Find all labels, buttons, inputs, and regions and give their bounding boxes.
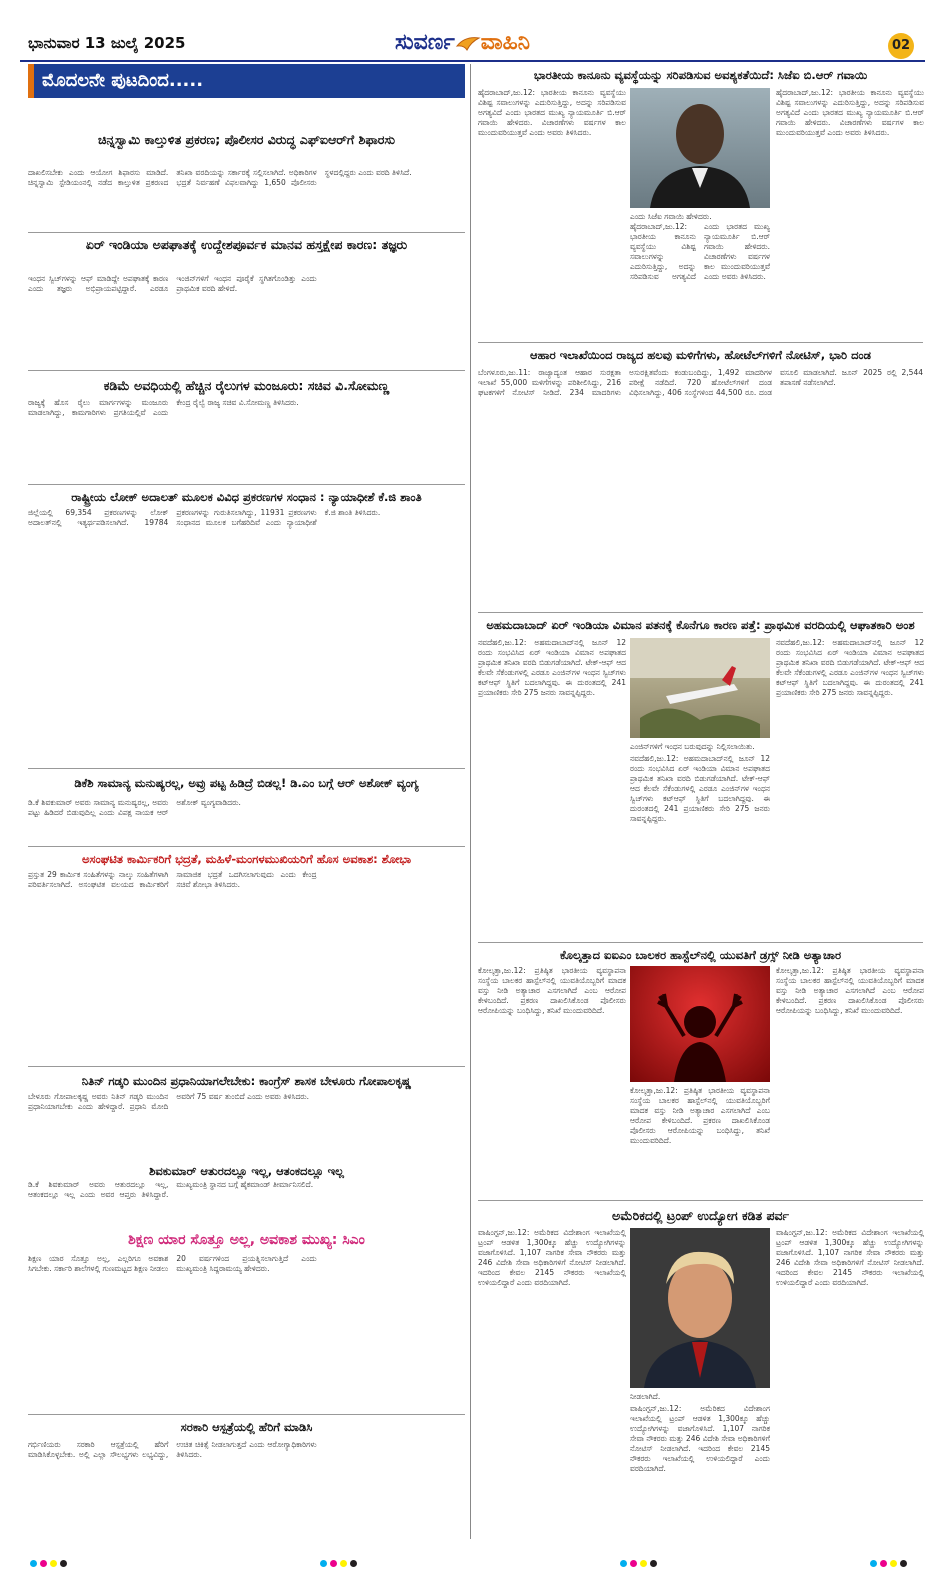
article-body: ಗರ್ಭಿಣಿಯರು ಸರಕಾರಿ ಆಸ್ಪತ್ರೆಯಲ್ಲಿ ಹೆರಿಗೆ ಮಾಡಿಸಿಕೊಳ್ಳಬೇಕು. ಅಲ್ಲಿ ಎಲ್ಲಾ ಸೌಲಭ್ಯಗಳು ಲಭ್ಯವಿದ್ದು, ಉಚಿತ ಚಿಕಿತ್ಸೆ ನೀಡಲಾಗುತ್ತದೆ ಎಂದು ಆರೋಗ್ಯಾಧಿಕಾರಿಗಳು ತಿಳಿಸಿದರು.: [28, 1440, 317, 1459]
article-divider: [478, 342, 923, 343]
article-body: ಬೇಳೂರು ಗೋಪಾಲಕೃಷ್ಣ ಅವರು ನಿತಿನ್ ಗಡ್ಕರಿ ಮುಂದಿನ ಪ್ರಧಾನಿಯಾಗಬೇಕು ಎಂದು ಹೇಳಿದ್ದಾರೆ. ಪ್ರಧಾನಿ ಮೋದಿ ಅವರಿಗೆ 75 ವರ್ಷ ತುಂಬಿದೆ ಎಂದು ಅವರು ತಿಳಿಸಿದರು.: [28, 1092, 310, 1111]
article-headline: ಡಿಕೆಶಿ ಸಾಮಾನ್ಯ ಮನುಷ್ಯರಲ್ಲ, ಅವ್ರು ಪಟ್ಟ ಹಿಡಿದ್ರೆ ಬಿಡಲ್ಲ! ಡಿ.ಎಂ ಬಗ್ಗೆ ಆರ್ ಅಶೋಕ್ ವ್ಯಂಗ್ಯ: [74, 776, 419, 790]
registration-marks-far-right: [870, 1552, 910, 1562]
photo-caption: ನೀಡಲಾಗಿದೆ.: [630, 1392, 661, 1401]
article-headline: ನಿತಿನ್ ಗಡ್ಕರಿ ಮುಂದಿನ ಪ್ರಧಾನಿಯಾಗಲೇಬೇಕು: ಕಾಂಗ್ರೆಸ್ ಶಾಸಕ ಬೇಳೂರು ಗೋಪಾಲಕೃಷ್ಣ: [81, 1074, 412, 1088]
newspaper-name-part2: ವಾಹಿನಿ: [480, 30, 531, 55]
article-headline: ಸರಕಾರಿ ಆಸ್ಪತ್ರೆಯಲ್ಲಿ ಹೆರಿಗೆ ಮಾಡಿಸಿ: [180, 1420, 313, 1434]
article-body: ನವದೆಹಲಿ,ಜು.12: ಅಹಮದಾಬಾದ್‌ನಲ್ಲಿ ಜೂನ್ 12 ರಂದು ಸಂಭವಿಸಿದ ಏರ್ ಇಂಡಿಯಾ ವಿಮಾನ ಅಪಘಾತದ ಪ್ರಾಥಮಿಕ ತನಿಖಾ ವರದಿ ಬಿಡುಗಡೆಯಾಗಿದೆ. ಟೇಕ್-ಆಫ್ ಆದ ಕೆಲವೇ ಸೆಕೆಂಡುಗಳಲ್ಲಿ ಎರಡೂ ಎಂಜಿನ್‌ಗಳ ಇಂಧನ ಸ್ವಿಚ್‌ಗಳು ಕಟ್‌ಆಫ್ ಸ್ಥಿತಿಗೆ ಬದಲಾಗಿದ್ದವು. ಈ ದುರಂತದಲ್ಲಿ 241 ಪ್ರಯಾಣಿಕರು ಸೇರಿ 275 ಜನರು ಸಾವನ್ನಪ್ಪಿದ್ದರು.: [478, 638, 626, 697]
article-divider: [478, 1200, 923, 1201]
article-body: ದಾಖಲಿಸಬೇಕು ಎಂದು ಆಯೋಗ ಶಿಫಾರಸು ಮಾಡಿದೆ. ಚಿನ್ನಸ್ವಾಮಿ ಸ್ಟೇಡಿಯಂನಲ್ಲಿ ನಡೆದ ಕಾಲ್ತುಳಿತ ಪ್ರಕರಣದ ತನಿಖಾ ವರದಿಯನ್ನು ಸರ್ಕಾರಕ್ಕೆ ಸಲ್ಲಿಸಲಾಗಿದೆ. ಅಧಿಕಾರಿಗಳ ಭದ್ರತೆ ನಿರ್ವಹಣೆ ವಿಫಲವಾಗಿದ್ದು 1,650 ಪೊಲೀಸರು ಸ್ಥಳದಲ್ಲಿದ್ದರು ಎಂದು ವರದಿ ತಿಳಿಸಿದೆ.: [28, 168, 412, 187]
trump-photo: [630, 1228, 770, 1388]
section-banner: ಮೊದಲನೇ ಪುಟದಿಂದ.....: [28, 64, 465, 98]
article-divider: [28, 846, 465, 847]
article-headline: ಭಾರತೀಯ ಕಾನೂನು ವ್ಯವಸ್ಥೆಯನ್ನು ಸರಿಪಡಿಸುವ ಅವಶ್ಯಕತೆಯಿದೆ: ಸಿಜೆಐ ಬಿ.ಆರ್ ಗವಾಯಿ: [533, 68, 868, 82]
column-divider: [470, 64, 471, 1539]
article-body: ವಾಷಿಂಗ್ಟನ್,ಜು.12: ಅಮೆರಿಕದ ವಿದೇಶಾಂಗ ಇಲಾಖೆಯಲ್ಲಿ ಟ್ರಂಪ್ ಆಡಳಿತ 1,300ಕ್ಕೂ ಹೆಚ್ಚು ಉದ್ಯೋಗಿಗಳನ್ನು ವಜಾಗೊಳಿಸಿದೆ. 1,107 ನಾಗರಿಕ ಸೇವಾ ನೌಕರರು ಮತ್ತು 246 ವಿದೇಶಿ ಸೇವಾ ಅಧಿಕಾರಿಗಳಿಗೆ ನೋಟಿಸ್ ನೀಡಲಾಗಿದೆ. ಇದರಿಂದ ಕೇವಲ 2145 ನೌಕರರು ಇಲಾಖೆಯಲ್ಲಿ ಉಳಿಯಲಿದ್ದಾರೆ ಎಂದು ವರದಿಯಾಗಿದೆ.: [478, 1228, 626, 1287]
article-body: ಜಿಲ್ಲೆಯಲ್ಲಿ 69,354 ಪ್ರಕರಣಗಳನ್ನು ಲೋಕ್ ಅದಾಲತ್‌ನಲ್ಲಿ ಇತ್ಯರ್ಥಪಡಿಸಲಾಗಿದೆ. 19784 ಪ್ರಕರಣಗಳನ್ನು ಗುರುತಿಸಲಾಗಿದ್ದು, 11931 ಪ್ರಕರಣಗಳು ಸಂಧಾನದ ಮೂಲಕ ಬಗೆಹರಿದಿವೆ ಎಂದು ನ್ಯಾಯಾಧೀಶೆ ಕೆ.ಜಿ ಶಾಂತಿ ತಿಳಿಸಿದರು.: [28, 508, 381, 527]
article-headline: ಕಡಿಮೆ ಅವಧಿಯಲ್ಲಿ ಹೆಚ್ಚಿನ ರೈಲುಗಳ ಮಂಜೂರು: ಸಚಿವ ವಿ.ಸೋಮಣ್ಣ: [103, 378, 390, 393]
article-body: ಪ್ರಸ್ತುತ 29 ಕಾರ್ಮಿಕ ಸಂಹಿತೆಗಳನ್ನು ನಾಲ್ಕು ಸಂಹಿತೆಗಳಾಗಿ ಪರಿವರ್ತಿಸಲಾಗಿದೆ. ಅಸಂಘಟಿತ ವಲಯದ ಕಾರ್ಮಿಕರಿಗೆ ಸಾಮಾಜಿಕ ಭದ್ರತೆ ಒದಗಿಸಲಾಗುವುದು ಎಂದು ಕೇಂದ್ರ ಸಚಿವೆ ಶೋಭಾ ತಿಳಿಸಿದರು.: [28, 870, 317, 889]
article-body-continued: ಹೈದರಾಬಾದ್,ಜು.12: ಭಾರತೀಯ ಕಾನೂನು ವ್ಯವಸ್ಥೆಯು ವಿಶಿಷ್ಟ ಸವಾಲುಗಳನ್ನು ಎದುರಿಸುತ್ತಿದ್ದು, ಅದನ್ನು ಸರಿಪಡಿಸುವ ಅಗತ್ಯವಿದೆ ಎಂದು ಭಾರತದ ಮುಖ್ಯ ನ್ಯಾಯಮೂರ್ತಿ ಬಿ.ಆರ್ ಗವಾಯಿ ಹೇಳಿದರು. ವಿಚಾರಣೆಗಳು ವರ್ಷಗಳ ಕಾಲ ಮುಂದುವರಿಯುತ್ತವೆ ಎಂದು ಅವರು ತಿಳಿಸಿದರು.: [776, 88, 924, 137]
article-divider: [28, 768, 465, 769]
article-headline: ಚಿನ್ನಸ್ವಾಮಿ ಕಾಲ್ತುಳಿತ ಪ್ರಕರಣ; ಪೊಲೀಸರ ವಿರುದ್ಧ ಎಫ್‌ಐಆರ್‌ಗೆ ಶಿಫಾರಸು: [97, 132, 396, 147]
article-headline: ಅಮೆರಿಕದಲ್ಲಿ ಟ್ರಂಪ್ ಉದ್ಯೋಗ ಕಡಿತ ಪರ್ವ: [612, 1208, 789, 1223]
article-body: ರಾಜ್ಯಕ್ಕೆ ಹೊಸ ರೈಲು ಮಾರ್ಗಗಳನ್ನು ಮಂಜೂರು ಮಾಡಲಾಗಿದ್ದು, ಕಾಮಗಾರಿಗಳು ಪ್ರಗತಿಯಲ್ಲಿವೆ ಎಂದು ಕೇಂದ್ರ ರೈಲ್ವೆ ರಾಜ್ಯ ಸಚಿವ ವಿ.ಸೋಮಣ್ಣ ತಿಳಿಸಿದರು.: [28, 398, 299, 417]
crash-site-photo: [630, 638, 770, 738]
registration-marks-center: [320, 1552, 360, 1562]
crime-illustration-photo: [630, 966, 770, 1082]
article-divider: [28, 370, 465, 371]
article-body: ಹೈದರಾಬಾದ್,ಜು.12: ಭಾರತೀಯ ಕಾನೂನು ವ್ಯವಸ್ಥೆಯು ವಿಶಿಷ್ಟ ಸವಾಲುಗಳನ್ನು ಎದುರಿಸುತ್ತಿದ್ದು, ಅದನ್ನು ಸರಿಪಡಿಸುವ ಅಗತ್ಯವಿದೆ ಎಂದು ಭಾರತದ ಮುಖ್ಯ ನ್ಯಾಯಮೂರ್ತಿ ಬಿ.ಆರ್ ಗವಾಯಿ ಹೇಳಿದರು. ವಿಚಾರಣೆಗಳು ವರ್ಷಗಳ ಕಾಲ ಮುಂದುವರಿಯುತ್ತವೆ ಎಂದು ಅವರು ತಿಳಿಸಿದರು.: [478, 88, 626, 137]
article-headline: ಶಿಕ್ಷಣ ಯಾರ ಸೊತ್ತೂ ಅಲ್ಲ, ಅವಕಾಶ ಮುಖ್ಯ: ಸಿಎಂ: [128, 1232, 365, 1248]
article-divider: [28, 484, 465, 485]
article-body: ಕೋಲ್ಕತ್ತಾ,ಜು.12: ಪ್ರತಿಷ್ಠಿತ ಭಾರತೀಯ ವ್ಯವಸ್ಥಾಪನಾ ಸಂಸ್ಥೆಯ ಬಾಲಕರ ಹಾಸ್ಟೆಲ್‌ನಲ್ಲಿ ಯುವತಿಯೊಬ್ಬರಿಗೆ ಮಾದಕ ವಸ್ತು ನೀಡಿ ಅತ್ಯಾಚಾರ ಎಸಗಲಾಗಿದೆ ಎಂಬ ಆರೋಪ ಕೇಳಿಬಂದಿದೆ. ಪ್ರಕರಣ ದಾಖಲಿಸಿಕೊಂಡ ಪೊಲೀಸರು ಆರೋಪಿಯನ್ನು ಬಂಧಿಸಿದ್ದು, ತನಿಖೆ ಮುಂದುವರಿದಿದೆ.: [478, 966, 626, 1015]
article-divider: [478, 612, 923, 613]
newspaper-name: [395, 30, 530, 55]
article-divider: [28, 1066, 465, 1067]
issue-date: ಭಾನುವಾರ 13 ಜುಲೈ 2025: [28, 34, 186, 52]
page-number-badge: 02: [888, 33, 914, 59]
article-body-continued: ಕೋಲ್ಕತ್ತಾ,ಜು.12: ಪ್ರತಿಷ್ಠಿತ ಭಾರತೀಯ ವ್ಯವಸ್ಥಾಪನಾ ಸಂಸ್ಥೆಯ ಬಾಲಕರ ಹಾಸ್ಟೆಲ್‌ನಲ್ಲಿ ಯುವತಿಯೊಬ್ಬರಿಗೆ ಮಾದಕ ವಸ್ತು ನೀಡಿ ಅತ್ಯಾಚಾರ ಎಸಗಲಾಗಿದೆ ಎಂಬ ಆರೋಪ ಕೇಳಿಬಂದಿದೆ. ಪ್ರಕರಣ ದಾಖಲಿಸಿಕೊಂಡ ಪೊಲೀಸರು ಆರೋಪಿಯನ್ನು ಬಂಧಿಸಿದ್ದು, ತನಿಖೆ ಮುಂದುವರಿದಿದೆ.: [776, 966, 924, 1015]
article-divider: [28, 1414, 465, 1415]
article-headline: ಆಹಾರ ಇಲಾಖೆಯಿಂದ ರಾಜ್ಯದ ಹಲವು ಮಳಿಗೆಗಳು, ಹೋಟೆಲ್‌ಗಳಿಗೆ ನೋಟಿಸ್, ಭಾರಿ ದಂಡ: [530, 348, 871, 362]
article-headline: ರಾಷ್ಟ್ರೀಯ ಲೋಕ್ ಅದಾಲತ್ ಮೂಲಕ ವಿವಿಧ ಪ್ರಕರಣಗಳ ಸಂಧಾನ : ನ್ಯಾಯಾಧೀಶೆ ಕೆ.ಜಿ ಶಾಂತಿ: [71, 490, 422, 504]
article-headline: ಅಹಮದಾಬಾದ್ ಏರ್ ಇಂಡಿಯಾ ವಿಮಾನ ಪತನಕ್ಕೆ ಕೊನೆಗೂ ಕಾರಣ ಪತ್ತೆ: ಪ್ರಾಥಮಿಕ ವರದಿಯಲ್ಲಿ ಆಘಾತಕಾರಿ ಅಂಶ: [486, 618, 915, 632]
article-body: ಡಿ.ಕೆ ಶಿವಕುಮಾರ್ ಅವರು ಆತುರದಲ್ಲೂ ಇಲ್ಲ, ಆತಂಕದಲ್ಲೂ ಇಲ್ಲ ಎಂದು ಅವರ ಆಪ್ತರು ತಿಳಿಸಿದ್ದಾರೆ. ಮುಖ್ಯಮಂತ್ರಿ ಸ್ಥಾನದ ಬಗ್ಗೆ ಹೈಕಮಾಂಡ್ ತೀರ್ಮಾನಿಸಲಿದೆ.: [28, 1180, 314, 1199]
article-body: ಶಿಕ್ಷಣ ಯಾರ ಸೊತ್ತೂ ಅಲ್ಲ, ಎಲ್ಲರಿಗೂ ಅವಕಾಶ ಸಿಗಬೇಕು. ಸರ್ಕಾರಿ ಶಾಲೆಗಳಲ್ಲಿ ಗುಣಮಟ್ಟದ ಶಿಕ್ಷಣ ನೀಡಲು 20 ವರ್ಷಗಳಿಂದ ಪ್ರಯತ್ನಿಸಲಾಗುತ್ತಿದೆ ಎಂದು ಮುಖ್ಯಮಂತ್ರಿ ಸಿದ್ದರಾಮಯ್ಯ ಹೇಳಿದರು.: [28, 1254, 317, 1273]
newspaper-name-part1: ಸುವರ್ಣ: [395, 30, 455, 55]
article-body: ಡಿ.ಕೆ ಶಿವಕುಮಾರ್ ಅವರು ಸಾಮಾನ್ಯ ಮನುಷ್ಯರಲ್ಲ, ಅವರು ಪಟ್ಟು ಹಿಡಿದರೆ ಬಿಡುವುದಿಲ್ಲ ಎಂದು ವಿಪಕ್ಷ ನಾಯಕ ಆರ್ ಅಶೋಕ್ ವ್ಯಂಗ್ಯವಾಡಿದರು.: [28, 798, 241, 817]
article-body-continued: ನವದೆಹಲಿ,ಜು.12: ಅಹಮದಾಬಾದ್‌ನಲ್ಲಿ ಜೂನ್ 12 ರಂದು ಸಂಭವಿಸಿದ ಏರ್ ಇಂಡಿಯಾ ವಿಮಾನ ಅಪಘಾತದ ಪ್ರಾಥಮಿಕ ತನಿಖಾ ವರದಿ ಬಿಡುಗಡೆಯಾಗಿದೆ. ಟೇಕ್-ಆಫ್ ಆದ ಕೆಲವೇ ಸೆಕೆಂಡುಗಳಲ್ಲಿ ಎರಡೂ ಎಂಜಿನ್‌ಗಳ ಇಂಧನ ಸ್ವಿಚ್‌ಗಳು ಕಟ್‌ಆಫ್ ಸ್ಥಿತಿಗೆ ಬದಲಾಗಿದ್ದವು. ಈ ದುರಂತದಲ್ಲಿ 241 ಪ್ರಯಾಣಿಕರು ಸೇರಿ 275 ಜನರು ಸಾವನ್ನಪ್ಪಿದ್ದರು.: [776, 638, 924, 697]
cji-photo: [630, 88, 770, 208]
article-body: ಇಂಧನ ಸ್ವಿಚ್‌ಗಳನ್ನು ಆಫ್ ಮಾಡಿದ್ದೇ ಅಪಘಾತಕ್ಕೆ ಕಾರಣ ಎಂದು ತಜ್ಞರು ಅಭಿಪ್ರಾಯಪಟ್ಟಿದ್ದಾರೆ. ಎರಡೂ ಇಂಜಿನ್‌ಗಳಿಗೆ ಇಂಧನ ಪೂರೈಕೆ ಸ್ಥಗಿತಗೊಂಡಿತ್ತು ಎಂದು ಪ್ರಾಥಮಿಕ ವರದಿ ಹೇಳಿದೆ.: [28, 274, 317, 293]
article-divider: [28, 232, 465, 233]
article-body-continued: ಹೈದರಾಬಾದ್,ಜು.12: ಭಾರತೀಯ ಕಾನೂನು ವ್ಯವಸ್ಥೆಯು ವಿಶಿಷ್ಟ ಸವಾಲುಗಳನ್ನು ಎದುರಿಸುತ್ತಿದ್ದು, ಅದನ್ನು ಸರಿಪಡಿಸುವ ಅಗತ್ಯವಿದೆ ಎಂದು ಭಾರತದ ಮುಖ್ಯ ನ್ಯಾಯಮೂರ್ತಿ ಬಿ.ಆರ್ ಗವಾಯಿ ಹೇಳಿದರು. ವಿಚಾರಣೆಗಳು ವರ್ಷಗಳ ಕಾಲ ಮುಂದುವರಿಯುತ್ತವೆ ಎಂದು ಅವರು ತಿಳಿಸಿದರು.: [630, 222, 770, 281]
article-divider: [478, 942, 923, 943]
registration-marks-right: [620, 1552, 660, 1562]
article-body-continued: ವಾಷಿಂಗ್ಟನ್,ಜು.12: ಅಮೆರಿಕದ ವಿದೇಶಾಂಗ ಇಲಾಖೆಯಲ್ಲಿ ಟ್ರಂಪ್ ಆಡಳಿತ 1,300ಕ್ಕೂ ಹೆಚ್ಚು ಉದ್ಯೋಗಿಗಳನ್ನು ವಜಾಗೊಳಿಸಿದೆ. 1,107 ನಾಗರಿಕ ಸೇವಾ ನೌಕರರು ಮತ್ತು 246 ವಿದೇಶಿ ಸೇವಾ ಅಧಿಕಾರಿಗಳಿಗೆ ನೋಟಿಸ್ ನೀಡಲಾಗಿದೆ. ಇದರಿಂದ ಕೇವಲ 2145 ನೌಕರರು ಇಲಾಖೆಯಲ್ಲಿ ಉಳಿಯಲಿದ್ದಾರೆ ಎಂದು ವರದಿಯಾಗಿದೆ.: [630, 1404, 770, 1473]
article-headline: ಅಸಂಘಟಿತ ಕಾರ್ಮಿಕರಿಗೆ ಭದ್ರತೆ, ಮಹಿಳೆ-ಮಂಗಳಮುಖಿಯರಿಗೆ ಹೊಸ ಅವಕಾಶ: ಶೋಭಾ: [81, 852, 412, 866]
article-body-continued: ನವದೆಹಲಿ,ಜು.12: ಅಹಮದಾಬಾದ್‌ನಲ್ಲಿ ಜೂನ್ 12 ರಂದು ಸಂಭವಿಸಿದ ಏರ್ ಇಂಡಿಯಾ ವಿಮಾನ ಅಪಘಾತದ ಪ್ರಾಥಮಿಕ ತನಿಖಾ ವರದಿ ಬಿಡುಗಡೆಯಾಗಿದೆ. ಟೇಕ್-ಆಫ್ ಆದ ಕೆಲವೇ ಸೆಕೆಂಡುಗಳಲ್ಲಿ ಎರಡೂ ಎಂಜಿನ್‌ಗಳ ಇಂಧನ ಸ್ವಿಚ್‌ಗಳು ಕಟ್‌ಆಫ್ ಸ್ಥಿತಿಗೆ ಬದಲಾಗಿದ್ದವು. ಈ ದುರಂತದಲ್ಲಿ 241 ಪ್ರಯಾಣಿಕರು ಸೇರಿ 275 ಜನರು ಸಾವನ್ನಪ್ಪಿದ್ದರು.: [630, 754, 770, 823]
article-body-continued: ಕೋಲ್ಕತ್ತಾ,ಜು.12: ಪ್ರತಿಷ್ಠಿತ ಭಾರತೀಯ ವ್ಯವಸ್ಥಾಪನಾ ಸಂಸ್ಥೆಯ ಬಾಲಕರ ಹಾಸ್ಟೆಲ್‌ನಲ್ಲಿ ಯುವತಿಯೊಬ್ಬರಿಗೆ ಮಾದಕ ವಸ್ತು ನೀಡಿ ಅತ್ಯಾಚಾರ ಎಸಗಲಾಗಿದೆ ಎಂಬ ಆರೋಪ ಕೇಳಿಬಂದಿದೆ. ಪ್ರಕರಣ ದಾಖಲಿಸಿಕೊಂಡ ಪೊಲೀಸರು ಆರೋಪಿಯನ್ನು ಬಂಧಿಸಿದ್ದು, ತನಿಖೆ ಮುಂದುವರಿದಿದೆ.: [630, 1086, 770, 1145]
flying-bird-icon: [455, 34, 481, 52]
article-headline: ಶಿವಕುಮಾರ್ ಆತುರದಲ್ಲೂ ಇಲ್ಲ, ಆತಂಕದಲ್ಲೂ ಇಲ್ಲ: [149, 1164, 344, 1178]
article-body: ಬೆಂಗಳೂರು,ಜು.11: ರಾಜ್ಯಾದ್ಯಂತ ಆಹಾರ ಸುರಕ್ಷತಾ ಇಲಾಖೆ 55,000 ಮಳಿಗೆಗಳನ್ನು ಪರಿಶೀಲಿಸಿದ್ದು, 216 ಘಟಕಗಳಿಗೆ ನೋಟಿಸ್ ನೀಡಿದೆ. 234 ಮಾದರಿಗಳು ಅಸುರಕ್ಷಿತವೆಂದು ಕಂಡುಬಂದಿದ್ದು, 1,492 ಮಾದರಿಗಳ ಪರೀಕ್ಷೆ ನಡೆದಿದೆ. 720 ಹೋಟೆಲ್‌ಗಳಿಗೆ ದಂಡ ವಿಧಿಸಲಾಗಿದ್ದು, 406 ಸಂಸ್ಥೆಗಳಿಂದ 44,500 ರೂ. ದಂಡ ವಸೂಲಿ ಮಾಡಲಾಗಿದೆ. ಜೂನ್ 2025 ರಲ್ಲಿ 2,544 ತಪಾಸಣೆ ನಡೆಸಲಾಗಿದೆ.: [478, 368, 923, 397]
article-body-continued: ವಾಷಿಂಗ್ಟನ್,ಜು.12: ಅಮೆರಿಕದ ವಿದೇಶಾಂಗ ಇಲಾಖೆಯಲ್ಲಿ ಟ್ರಂಪ್ ಆಡಳಿತ 1,300ಕ್ಕೂ ಹೆಚ್ಚು ಉದ್ಯೋಗಿಗಳನ್ನು ವಜಾಗೊಳಿಸಿದೆ. 1,107 ನಾಗರಿಕ ಸೇವಾ ನೌಕರರು ಮತ್ತು 246 ವಿದೇಶಿ ಸೇವಾ ಅಧಿಕಾರಿಗಳಿಗೆ ನೋಟಿಸ್ ನೀಡಲಾಗಿದೆ. ಇದರಿಂದ ಕೇವಲ 2145 ನೌಕರರು ಇಲಾಖೆಯಲ್ಲಿ ಉಳಿಯಲಿದ್ದಾರೆ ಎಂದು ವರದಿಯಾಗಿದೆ.: [776, 1228, 924, 1287]
article-headline: ಕೊಲ್ಕತ್ತಾದ ಐಐಎಂ ಬಾಲಕರ ಹಾಸ್ಟೆಲ್‌ನಲ್ಲಿ ಯುವತಿಗೆ ಡ್ರಗ್ಸ್ ನೀಡಿ ಅತ್ಯಾಚಾರ: [559, 948, 842, 962]
masthead-rule: [20, 60, 925, 62]
photo-caption: ಎಂದು ಸಿಜೆಐ ಗವಾಯಿ ಹೇಳಿದರು.: [630, 212, 712, 221]
article-headline: ಏರ್ ಇಂಡಿಯಾ ಅಪಘಾತಕ್ಕೆ ಉದ್ದೇಶಪೂರ್ವಕ ಮಾನವ ಹಸ್ತಕ್ಷೇಪ ಕಾರಣ: ತಜ್ಞರು: [85, 237, 408, 252]
registration-marks-left: [30, 1552, 70, 1562]
photo-caption: ಎಂಜಿನ್‌ಗಳಿಗೆ ಇಂಧನ ಬರುವುದನ್ನು ನಿಲ್ಲಿಸಲಾಯಿತು.: [630, 742, 755, 751]
